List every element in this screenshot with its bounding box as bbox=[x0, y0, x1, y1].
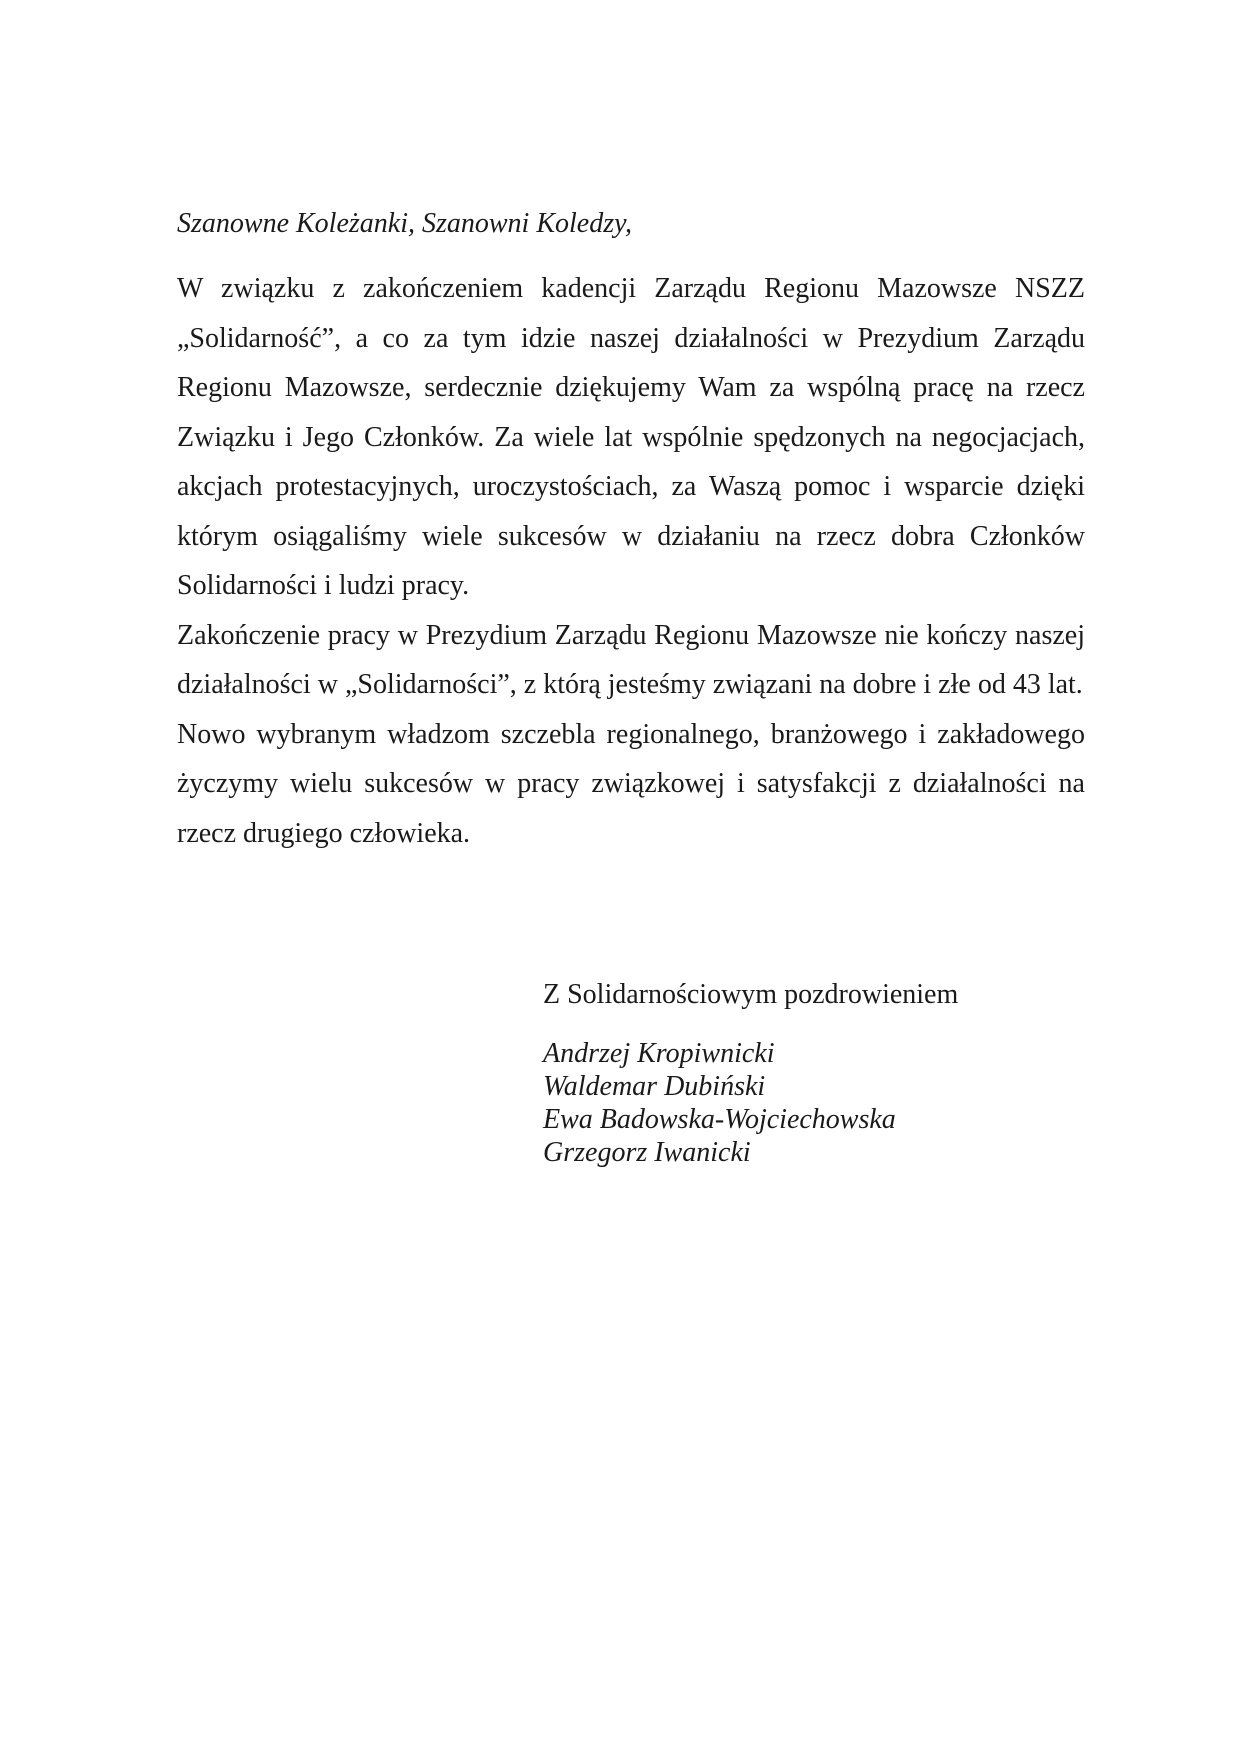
paragraph-continuation: Zakończenie pracy w Prezydium Zarządu Regionu Mazowsze nie kończy naszej działalności w „Solidarności”, z którą jesteśmy związani na dobre i złe od 43 lat. bbox=[177, 619, 1085, 700]
paragraph-wishes: Nowo wybranym władzom szczebla regionalnego, branżowego i zakładowego życzymy wielu sukcesów w pracy związkowej i satysfakcji z działalności na rzecz drugiego człowieka. bbox=[177, 718, 1085, 849]
letter-closing: Z Solidarnościowym pozdrowieniem bbox=[543, 979, 959, 1010]
signatory-name: Grzegorz Iwanicki bbox=[543, 1137, 751, 1168]
paragraph-thanks: W związku z zakończeniem kadencji Zarządu Regionu Mazowsze NSZZ „Solidarność”, a co za tym idzie naszej działalności w Prezydium Zarządu Regionu Mazowsze, serdecznie dziękujemy Wam za wspólną pracę na rzecz Związku i Jego Członków. Za wiele lat wspólnie spędzonych na negocjacjach, akcjach protestacyjnych, uroczystościach, za Waszą pomoc i wsparcie dzięki którym osiągaliśmy wiele sukcesów w działaniu na rzecz dobra Członków Solidarności i ludzi pracy. bbox=[177, 273, 1085, 601]
signatories-list bbox=[543, 1037, 896, 1169]
signatory-name: Andrzej Kropiwnicki bbox=[543, 1038, 775, 1069]
letter-body bbox=[177, 264, 1085, 858]
letter-greeting: Szanowne Koleżanki, Szanowni Koledzy, bbox=[177, 208, 632, 239]
signatory-name: Ewa Badowska-Wojciechowska bbox=[543, 1104, 896, 1135]
signatory-name: Waldemar Dubiński bbox=[543, 1071, 766, 1102]
